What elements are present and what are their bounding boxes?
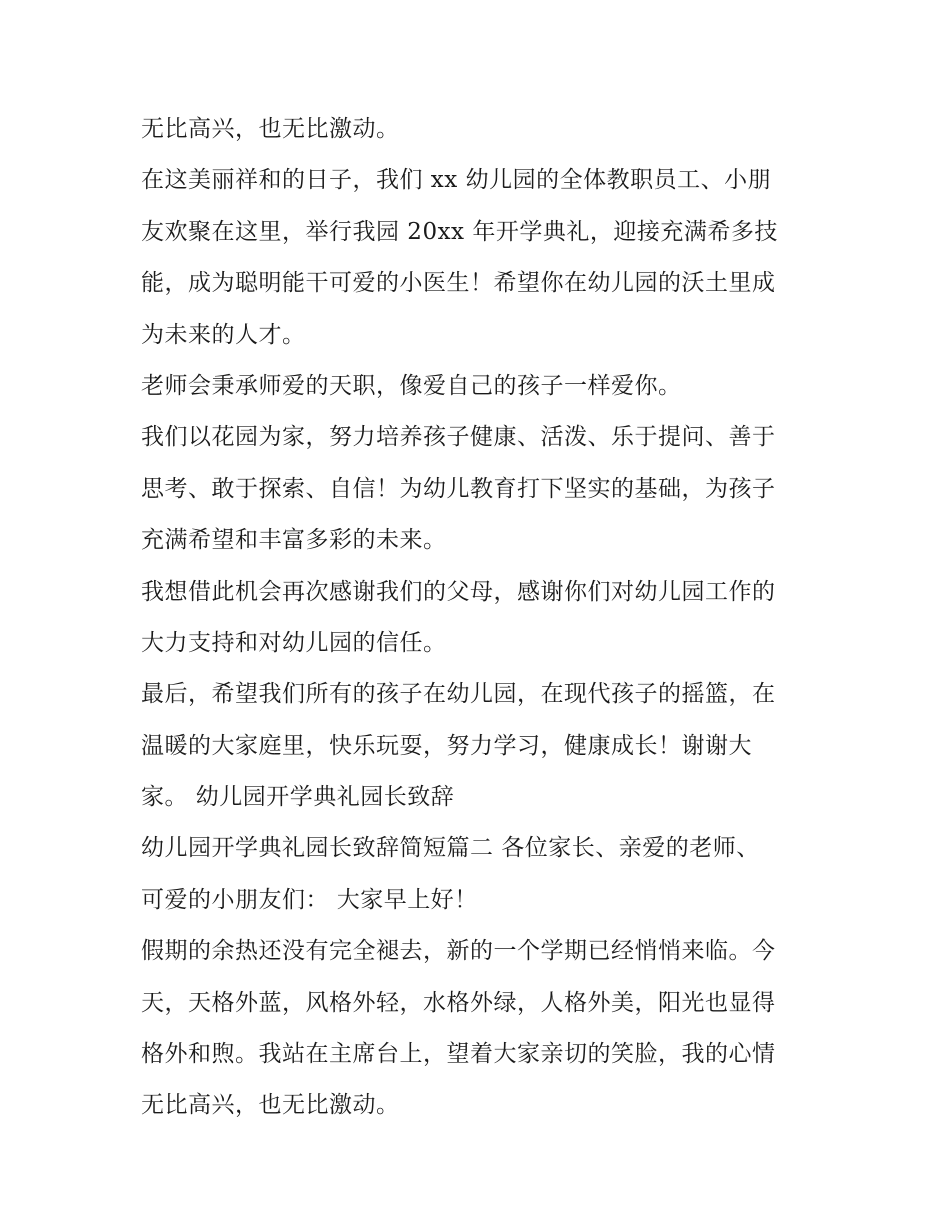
- text-line: 无比高兴，也无比激动。: [141, 1092, 400, 1119]
- text-line: 思考、敢于探索、自信！为幼儿教育打下坚实的基础，为孩子: [141, 475, 776, 502]
- document-body: [141, 104, 821, 1132]
- text-line: 在这美丽祥和的日子，我们 xx 幼儿园的全体教职员工、小朋: [141, 167, 772, 194]
- text-line: 格外和煦。我站在主席台上，望着大家亲切的笑脸，我的心情: [141, 1041, 776, 1068]
- text-line: 最后，希望我们所有的孩子在幼儿园，在现代孩子的摇篮，在: [141, 681, 776, 708]
- text-line: 可爱的小朋友们： 大家早上好！: [141, 886, 478, 913]
- text-line: 能，成为聪明能干可爱的小医生！希望你在幼儿园的沃土里成: [141, 270, 776, 297]
- text-line: 老师会秉承师爱的天职，像爱自己的孩子一样爱你。: [141, 372, 682, 399]
- text-line: 假期的余热还没有完全褪去，新的一个学期已经悄悄来临。今: [141, 938, 776, 965]
- text-line: 家。 幼儿园开学典礼园长致辞: [141, 784, 455, 811]
- text-line: 友欢聚在这里，举行我园 20xx 年开学典礼，迎接充满希多技: [141, 218, 778, 245]
- text-line: 我想借此机会再次感谢我们的父母，感谢你们对幼儿园工作的: [141, 578, 776, 605]
- text-line: 幼儿园开学典礼园长致辞简短篇二 各位家长、亲爱的老师、: [141, 835, 760, 862]
- text-line: 天，天格外蓝，风格外轻，水格外绿，人格外美，阳光也显得: [141, 989, 776, 1016]
- text-line: 温暖的大家庭里，快乐玩耍，努力学习，健康成长！谢谢大: [141, 732, 752, 759]
- text-line: 充满希望和丰富多彩的未来。: [141, 527, 447, 554]
- text-line: 我们以花园为家，努力培养孩子健康、活泼、乐于提问、善于: [141, 424, 776, 451]
- text-line: 大力支持和对幼儿园的信任。: [141, 629, 447, 656]
- text-line: 无比高兴，也无比激动。: [141, 116, 400, 142]
- text-line: 为未来的人才。: [141, 321, 306, 348]
